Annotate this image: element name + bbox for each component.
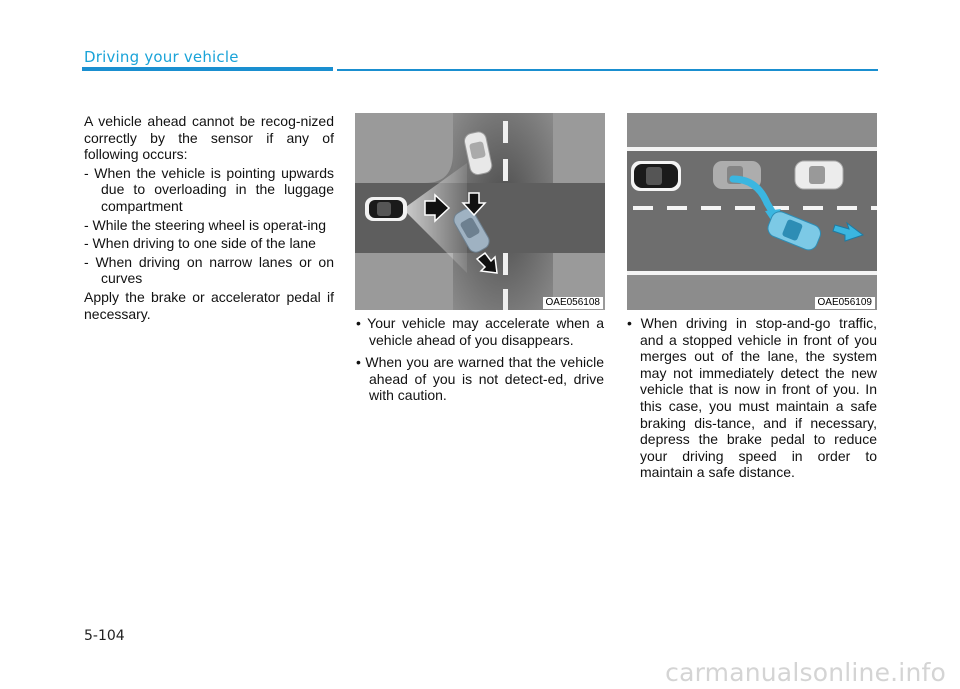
section-title: Driving your vehicle: [84, 48, 239, 66]
figure-lane-change: [627, 113, 877, 310]
header-rule-thin: [337, 69, 878, 71]
note-list: [356, 315, 604, 404]
column-3-text: [627, 315, 877, 487]
note-list: [627, 315, 877, 481]
list-item: • When driving in stop-and-go traffic, and a stopped vehicle in front of you merges out of the lane, the system may not immediately detect the new vehicle that is now in front of you. In this case, you must maintain a safe braking dis-tance, and if necessary, depress the brake pedal to reduce your driving speed in order to maintain a safe distance.: [627, 315, 877, 481]
intersection-illustration: [355, 113, 605, 310]
figure-intersection: [355, 113, 605, 310]
header-rule-thick: [82, 67, 333, 71]
list-item: • Your vehicle may accelerate when a vehicle ahead of you disappears.: [356, 315, 604, 348]
figure-code: OAE056108: [543, 297, 604, 309]
page-number: 5-104: [84, 628, 125, 644]
list-item: - When driving on narrow lanes or on curves: [84, 253, 334, 287]
lane-change-illustration: [627, 113, 877, 310]
watermark: carmanualsonline.info: [665, 658, 946, 687]
intro-paragraph: A vehicle ahead cannot be recog-nized correctly by the sensor if any of following occurs:: [84, 113, 334, 163]
column-2-text: [356, 315, 604, 410]
figure-code: OAE056109: [815, 297, 876, 309]
list-item: - When driving to one side of the lane: [84, 235, 316, 252]
list-item: - When the vehicle is pointing upwards due to overloading in the luggage compartment: [84, 164, 334, 214]
closing-paragraph: Apply the brake or accelerator pedal if necessary.: [84, 288, 334, 322]
list-item: • When you are warned that the vehicle ahead of you is not detect-ed, drive with caution.: [356, 354, 604, 404]
host-car: [631, 161, 681, 191]
list-item: - While the steering wheel is operat-ing: [84, 216, 327, 233]
column-1-text: [84, 113, 334, 322]
condition-list: [84, 165, 334, 287]
host-car: [365, 197, 407, 221]
